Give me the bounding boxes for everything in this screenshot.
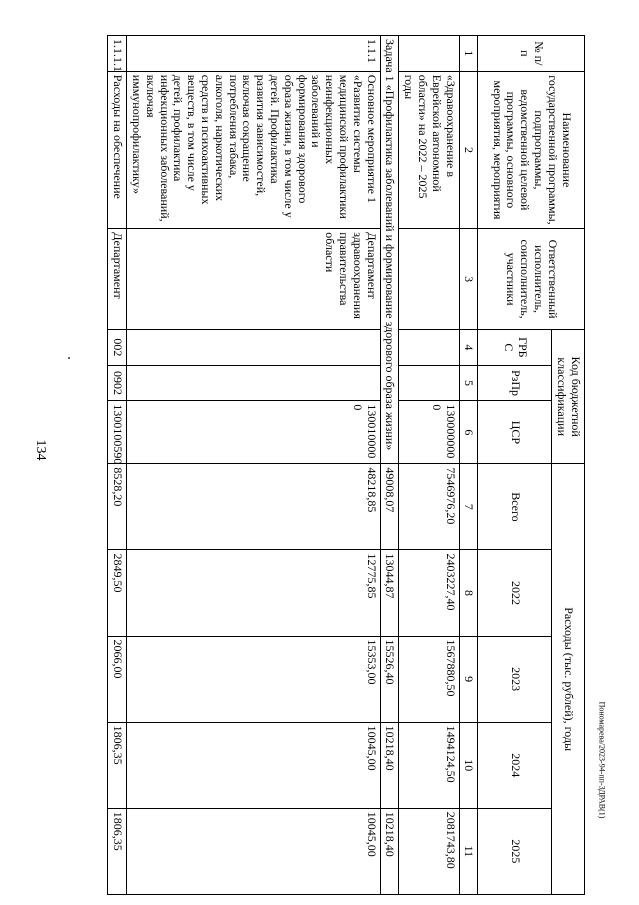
table-row-program (399, 36, 459, 895)
cell-2022: 13044,87 (380, 550, 399, 636)
col-number: 10 (459, 722, 478, 808)
header-total: Всего (478, 464, 552, 550)
task-label: Задача 1 «Профилактика заболеваний и формирование здорового образа жизни» (380, 36, 399, 464)
header-row-1 (552, 36, 585, 895)
header-expenses: Расходы (тыс. рублей), годы (552, 464, 585, 895)
cell-csr: 1300100000 (127, 401, 380, 464)
cell-csr: 1300100590 (108, 401, 127, 464)
table-row-expenses (108, 36, 127, 895)
col-number: 6 (459, 401, 478, 464)
cell-2023: 15353,00 (127, 636, 380, 722)
cell-csr: 1300000000 (399, 401, 459, 464)
page-number: 134 (33, 439, 48, 461)
table-row-main-activity (127, 36, 380, 895)
header-csr: ЦСР (478, 401, 552, 464)
cell-responsible: Департамент (108, 229, 127, 330)
cell-2023: 2066,00 (108, 636, 127, 722)
col-number: 7 (459, 464, 478, 550)
cell-2022: 2403227,40 (399, 550, 459, 636)
cell-name: Основное мероприятие 1 «Развитие системы медицинской профилактики неинфекционных заболеваний и формирования здорового образа жизни, в том числе у детей. Профилактика развития зависимостей, включая сокращение потребления табака, алкоголя, наркотических средств и психоактивных веществ, в том числе у детей, профилактика инфекционных заболеваний, включая иммунопрофилактику» (127, 71, 380, 229)
header-2025: 2025 (478, 808, 552, 894)
header-name: Наименование государственной программы, подпрограммы, ведомственной целевой программы, основного мероприятия, мероприятия (478, 71, 585, 229)
header-2022: 2022 (478, 550, 552, 636)
cell-2022: 2849,50 (108, 550, 127, 636)
cell-2024: 1494124,50 (399, 722, 459, 808)
col-number: 4 (459, 329, 478, 365)
header-2024: 2024 (478, 722, 552, 808)
table-row-task (380, 36, 399, 895)
cell-name: Расходы на обеспечение (108, 71, 127, 229)
cell-2025: 2081743,80 (399, 808, 459, 894)
col-number: 5 (459, 365, 478, 401)
cell-total: 7546976,20 (399, 464, 459, 550)
col-number: 2 (459, 71, 478, 229)
cell-responsible: Департамент здравоохранения правительства области (127, 229, 380, 330)
header-rzpr: РзПр (478, 365, 552, 401)
cell-total: 48218,85 (127, 464, 380, 550)
cell-num: 1.1.1.1 (108, 36, 127, 72)
cell-rzpr: 0902 (108, 365, 127, 401)
rotated-page (60, 35, 585, 895)
cell-num (399, 36, 459, 72)
cell-2024: 10045,00 (127, 722, 380, 808)
cell-total: 49008,07 (380, 464, 399, 550)
col-number: 1 (459, 36, 478, 72)
col-number: 8 (459, 550, 478, 636)
cell-2025: 10218,40 (380, 808, 399, 894)
cell-2024: 10218,40 (380, 722, 399, 808)
header-budget-code: Код бюджетной классификации (552, 329, 585, 463)
col-number: 11 (459, 808, 478, 894)
col-number: 3 (459, 229, 478, 330)
cell-rzpr (127, 365, 380, 401)
header-grbs: ГРБ С (478, 329, 552, 365)
header-responsible: Ответственный исполнитель, соисполнитель, участники (478, 229, 585, 330)
cell-2022: 12775,85 (127, 550, 380, 636)
cell-responsible (399, 229, 459, 330)
header-num: № п/п (478, 36, 585, 72)
cell-rzpr (399, 365, 459, 401)
cell-total: 8528,20 (108, 464, 127, 550)
cell-grbs (399, 329, 459, 365)
header-2023: 2023 (478, 636, 552, 722)
cell-2023: 15526,40 (380, 636, 399, 722)
cell-2025: 1806,35 (108, 808, 127, 894)
col-number: 9 (459, 636, 478, 722)
cell-name: «Здравоохранение в Еврейской автономной области» на 2022 – 2025 годы (399, 71, 459, 229)
cell-grbs (127, 329, 380, 365)
cell-2023: 1567880,50 (399, 636, 459, 722)
column-number-row (459, 36, 478, 895)
budget-table (107, 35, 585, 895)
cell-num: 1.1.1 (127, 36, 380, 72)
budget-table-sheet (60, 35, 585, 895)
cell-2025: 10045,00 (127, 808, 380, 894)
cell-2024: 1806,35 (108, 722, 127, 808)
document-code: Пономарева/2023-94-пп-ЗДРАВ(1) (597, 701, 607, 819)
cell-grbs: 002 (108, 329, 127, 365)
